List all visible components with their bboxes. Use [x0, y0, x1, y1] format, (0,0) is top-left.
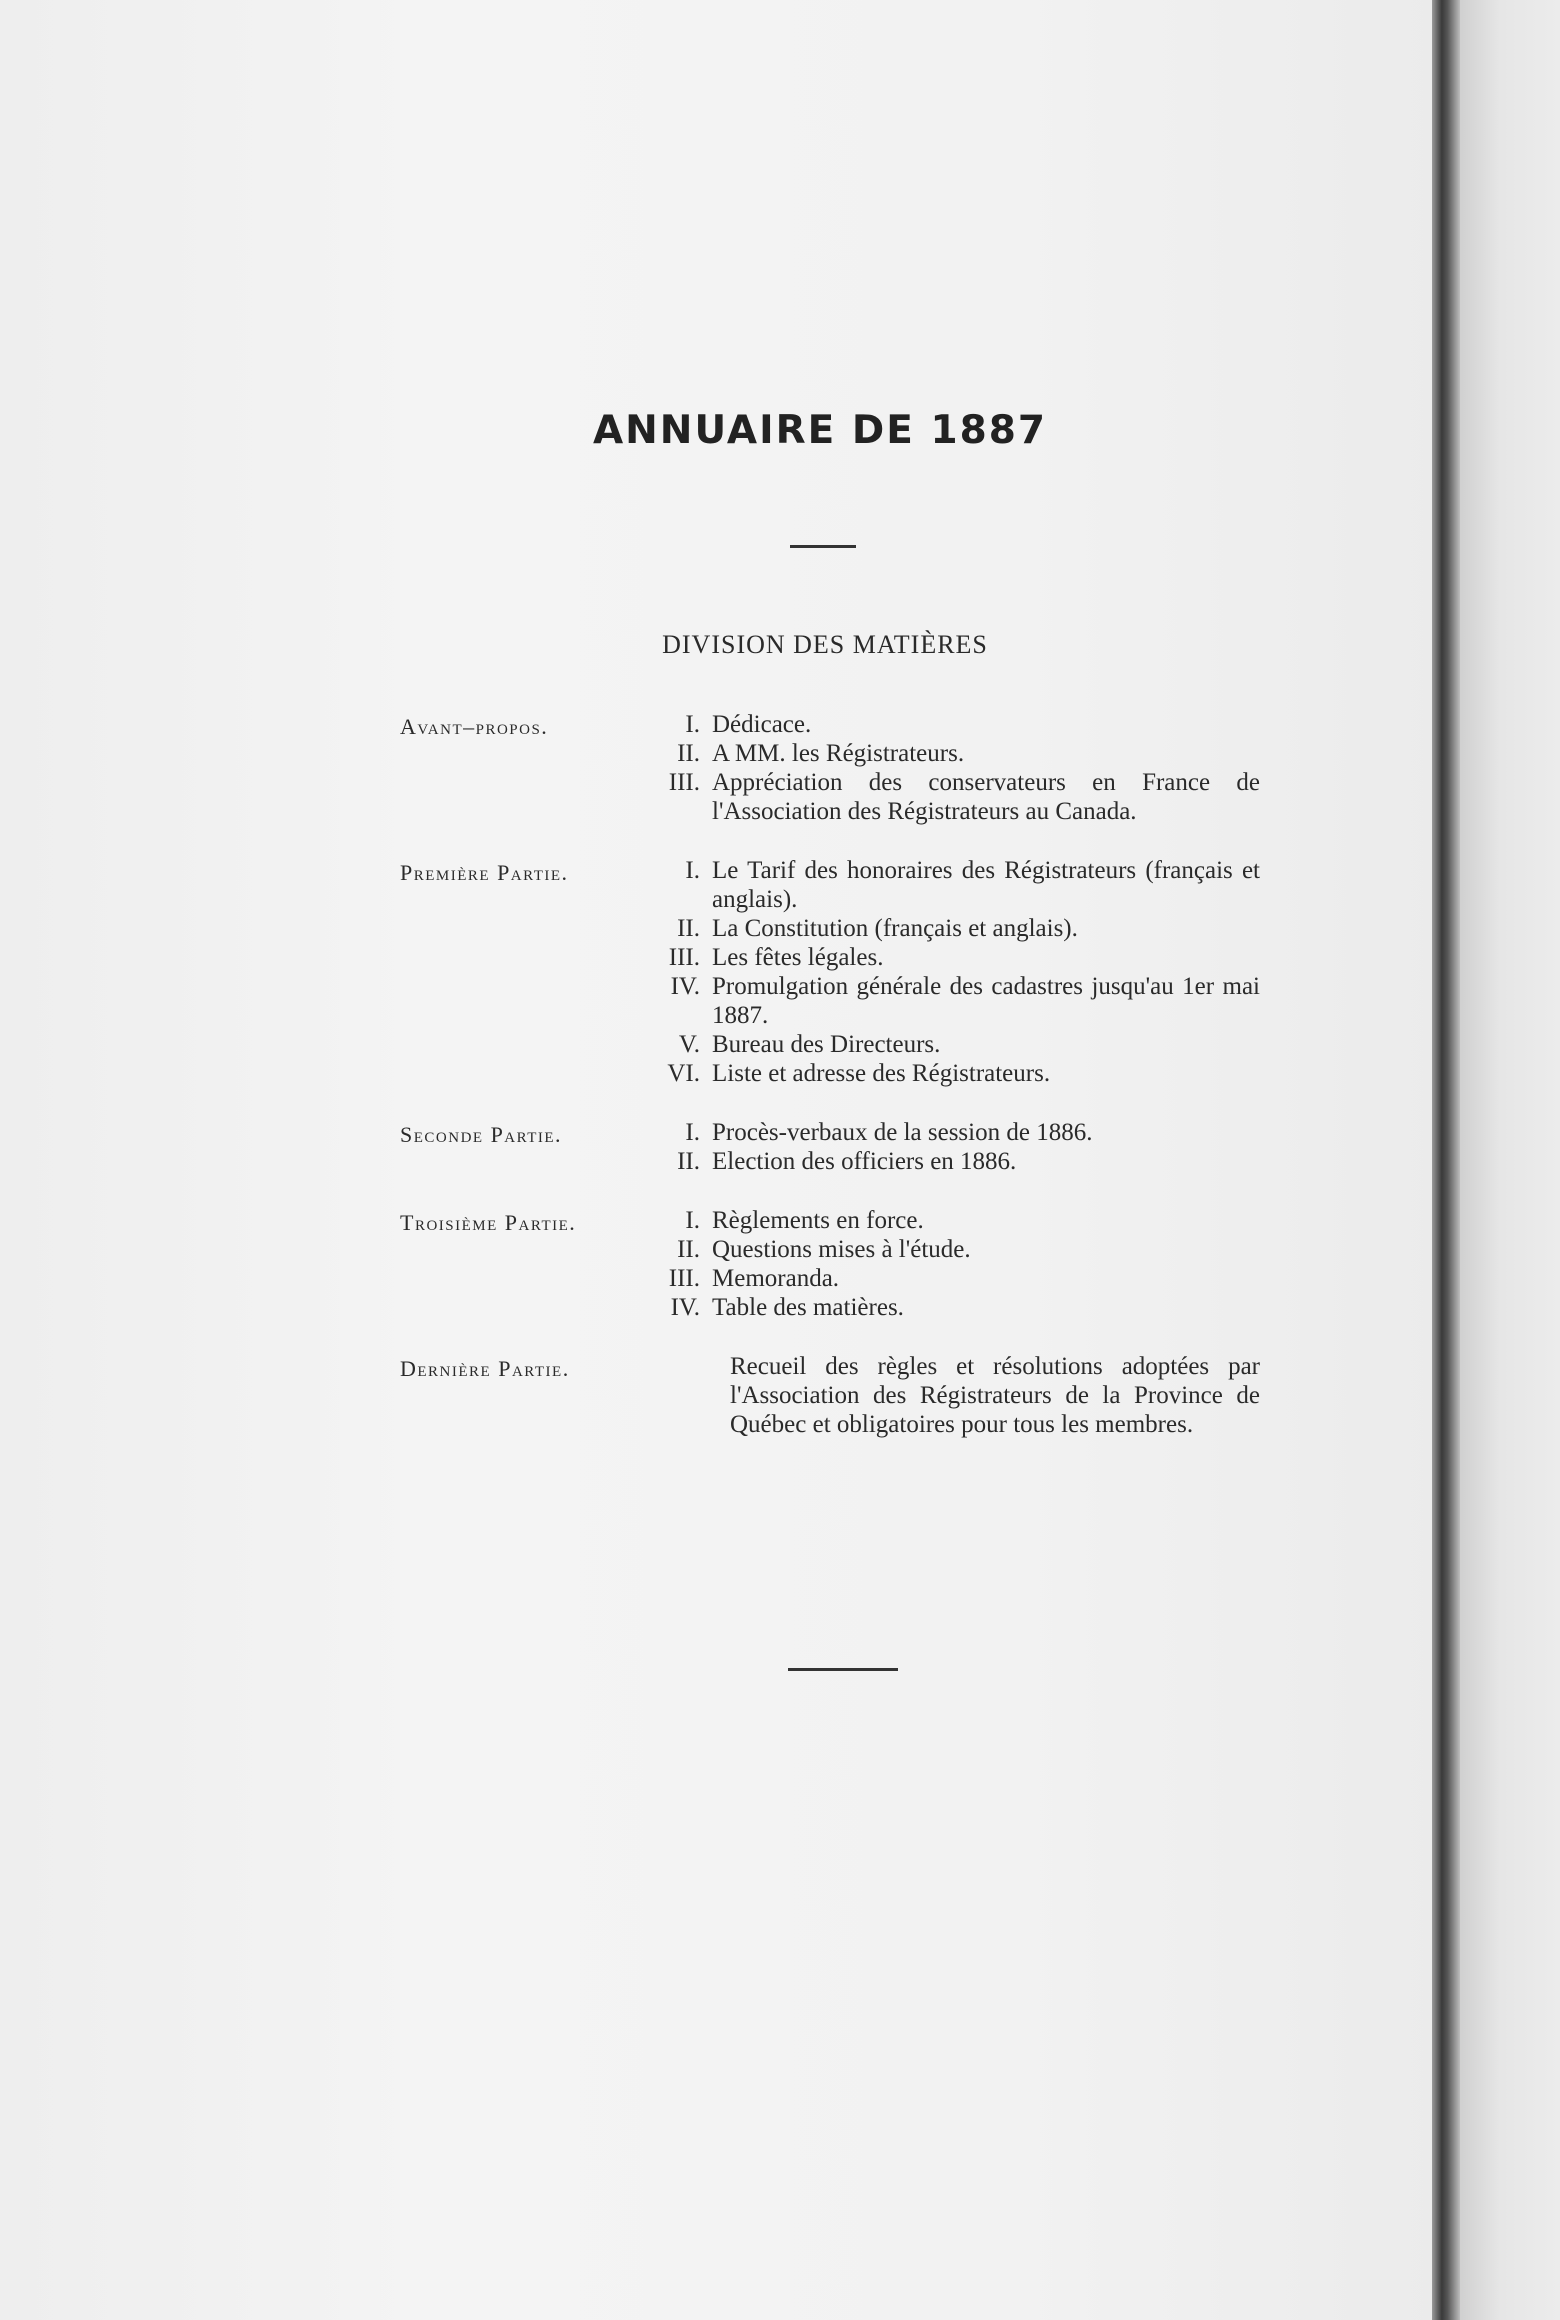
toc-section-premiere-partie	[400, 856, 1260, 1088]
entry-text: Memoranda.	[712, 1265, 840, 1292]
toc-entry	[640, 914, 1260, 943]
entry-text: A MM. les Régistrateurs.	[712, 740, 965, 767]
toc-entry	[640, 768, 1260, 826]
entry-text: Table des matières.	[712, 1294, 904, 1321]
section-entries	[640, 710, 1260, 826]
section-label: Avant–propos.	[400, 714, 549, 739]
entry-number: II.	[677, 915, 700, 942]
section-entries	[640, 856, 1260, 1088]
entry-text: Election des officiers en 1886.	[712, 1148, 1017, 1175]
toc-section-derniere-partie	[400, 1352, 1260, 1439]
closing-rule	[788, 1668, 898, 1671]
toc-section-seconde-partie	[400, 1118, 1260, 1176]
section-label: Troisième Partie.	[400, 1210, 577, 1235]
toc-entry	[640, 1030, 1260, 1059]
entry-number: I.	[685, 857, 700, 884]
toc-entry	[640, 856, 1260, 914]
toc-entry	[640, 1264, 1260, 1293]
toc-entry	[640, 943, 1260, 972]
section-label: Dernière Partie.	[400, 1356, 570, 1381]
adjacent-page-edge	[1460, 0, 1560, 2320]
section-entries	[640, 1206, 1260, 1322]
entry-text: Les fêtes légales.	[712, 944, 884, 971]
toc-entry	[640, 1235, 1260, 1264]
toc-entry	[640, 1206, 1260, 1235]
entry-text: Le Tarif des honoraires des Régistrateurs (français et anglais).	[712, 857, 1260, 913]
entry-text: La Constitution (français et anglais).	[712, 915, 1078, 942]
section-description: Recueil des règles et résolutions adoptées par l'Association des Régistrateurs de la Province de Québec et obligatoires pour tous les membres.	[730, 1353, 1260, 1438]
entry-text: Bureau des Directeurs.	[712, 1031, 941, 1058]
toc-entry	[640, 1059, 1260, 1088]
binding-gutter	[1432, 0, 1460, 2320]
entry-number: III.	[668, 769, 700, 796]
entry-text: Appréciation des conservateurs en France de l'Association des Régistrateurs au Canada.	[712, 769, 1260, 825]
entry-number: IV.	[670, 973, 700, 1000]
section-label: Seconde Partie.	[400, 1122, 563, 1147]
entry-number: IV.	[670, 1294, 700, 1321]
toc-entry	[640, 1118, 1260, 1147]
toc-entry	[640, 972, 1260, 1030]
entry-text: Promulgation générale des cadastres jusqu'au 1er mai 1887.	[712, 973, 1260, 1029]
toc-section-troisieme-partie	[400, 1206, 1260, 1322]
entry-text: Liste et adresse des Régistrateurs.	[712, 1060, 1051, 1087]
entry-number: II.	[677, 740, 700, 767]
section-entries	[640, 1118, 1260, 1176]
entry-number: III.	[668, 1265, 700, 1292]
title-rule	[790, 545, 856, 548]
entry-text: Procès-verbaux de la session de 1886.	[712, 1119, 1093, 1146]
entry-text: Dédicace.	[712, 711, 812, 738]
toc-entry	[640, 1293, 1260, 1322]
toc-entry	[640, 1147, 1260, 1176]
entry-number: VI.	[667, 1060, 700, 1087]
entry-number: I.	[685, 711, 700, 738]
entry-number: V.	[678, 1031, 700, 1058]
entry-number: III.	[668, 944, 700, 971]
section-label: Première Partie.	[400, 860, 569, 885]
entry-number: I.	[685, 1207, 700, 1234]
toc-entry	[640, 739, 1260, 768]
table-of-contents	[400, 710, 1260, 1469]
page-title: ANNUAIRE DE 1887	[592, 408, 1047, 453]
toc-entry	[640, 710, 1260, 739]
entry-number: I.	[685, 1119, 700, 1146]
contents-heading: DIVISION DES MATIÈRES	[662, 630, 988, 659]
entry-text: Questions mises à l'étude.	[712, 1236, 971, 1263]
toc-section-avant-propos	[400, 710, 1260, 826]
entry-number: II.	[677, 1148, 700, 1175]
entry-number: II.	[677, 1236, 700, 1263]
entry-text: Règlements en force.	[712, 1207, 924, 1234]
